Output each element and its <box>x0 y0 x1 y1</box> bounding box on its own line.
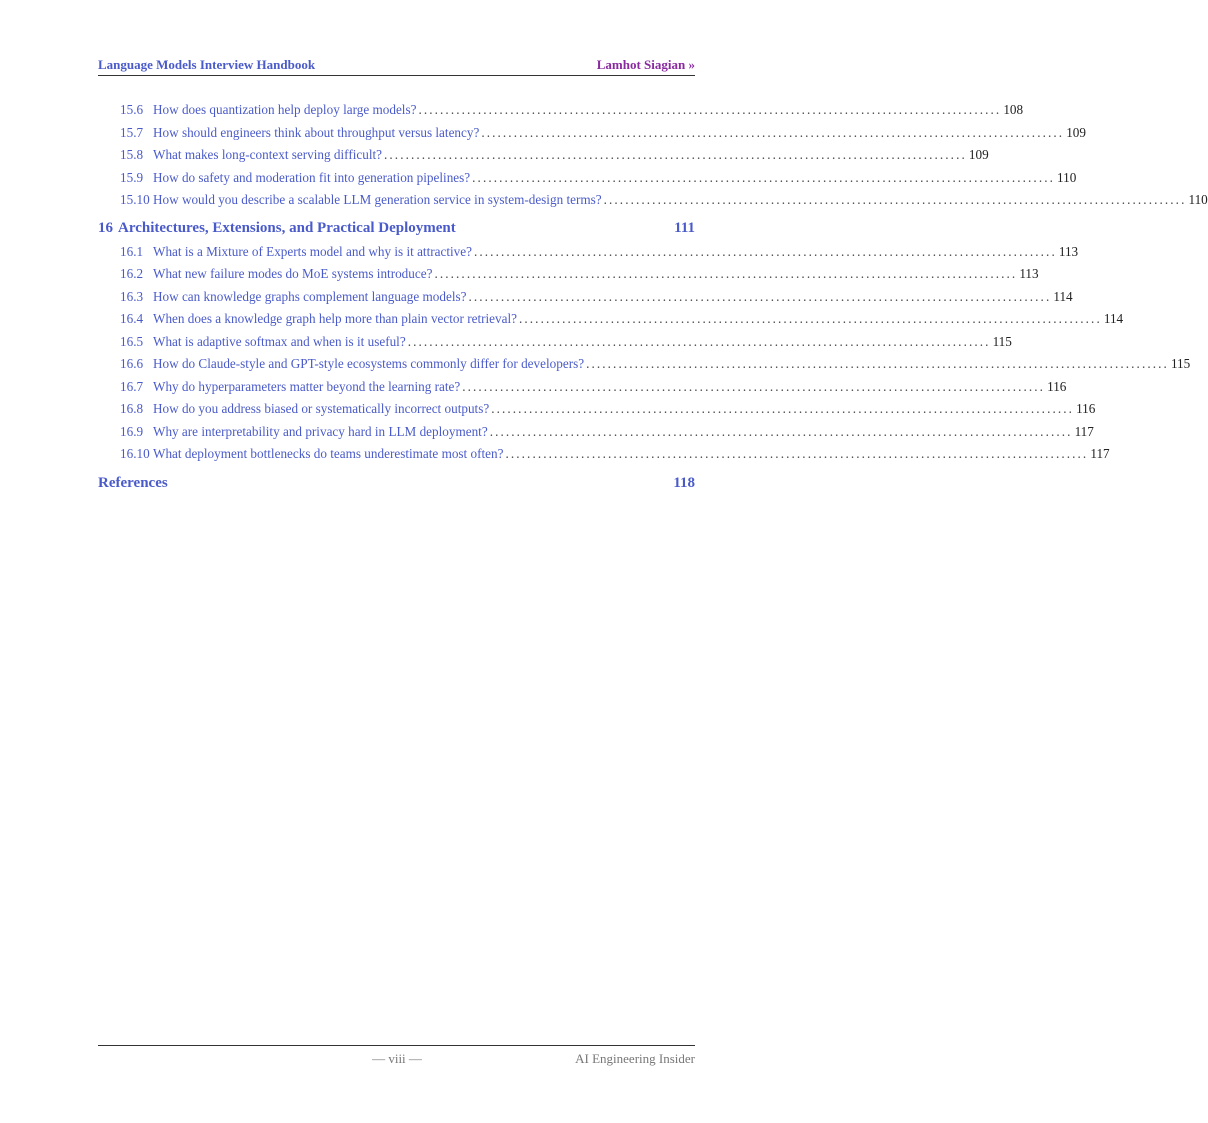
dot-leader: ............................................................................................................ <box>586 356 1169 371</box>
book-title: Language Models Interview Handbook <box>98 57 316 72</box>
toc-entry-16-6[interactable] <box>120 356 1191 374</box>
dot-leader: ............................................................................................................ <box>407 334 991 349</box>
toc-number: 15.6 <box>120 102 144 117</box>
toc-entry-16-10[interactable] <box>120 446 1110 464</box>
chapter-page: 111 <box>674 220 695 236</box>
toc-entry-16-8[interactable] <box>120 401 1096 419</box>
toc-number: 16.3 <box>120 289 144 304</box>
dot-leader: ............................................................................................................ <box>384 147 967 162</box>
toc-number: 15.8 <box>120 147 144 162</box>
toc-title: What is a Mixture of Experts model and why is it attractive? <box>153 244 472 259</box>
toc-page: 114 <box>1053 289 1073 304</box>
toc-entry-15-8[interactable] <box>120 147 989 165</box>
toc-number: 16.9 <box>120 424 144 439</box>
toc-page: 117 <box>1090 446 1110 461</box>
dot-leader: ............................................................................................................ <box>434 266 1018 281</box>
toc-title: How do you address biased or systematically incorrect outputs? <box>153 401 490 416</box>
header-rule <box>98 75 695 76</box>
footer-rule <box>98 1045 695 1046</box>
references-page: 118 <box>673 475 695 491</box>
toc-page: 109 <box>1066 125 1086 140</box>
toc-entry-15-9[interactable] <box>120 170 1077 188</box>
dot-leader: ............................................................................................................ <box>518 311 1102 326</box>
toc-entry-16-5[interactable] <box>120 334 1012 352</box>
toc-entry-16-4[interactable] <box>120 311 1124 329</box>
toc-chapter-16[interactable] <box>98 220 695 240</box>
toc-title: How do safety and moderation fit into generation pipelines? <box>153 170 471 185</box>
dot-leader: ............................................................................................................ <box>603 192 1187 207</box>
dot-leader: ............................................................................................................ <box>472 170 1056 185</box>
toc-page: 110 <box>1188 192 1208 207</box>
toc-page: 109 <box>968 147 989 162</box>
toc-number: 16.10 <box>120 446 150 461</box>
toc-number: 16.1 <box>120 244 144 259</box>
toc-number: 15.9 <box>120 170 144 185</box>
toc-entry-16-7[interactable] <box>120 379 1067 397</box>
toc-page: 116 <box>1076 401 1096 416</box>
toc-entry-15-6[interactable] <box>120 102 1024 120</box>
dot-leader: ............................................................................................................ <box>468 289 1052 304</box>
toc-page: 113 <box>1019 266 1039 281</box>
chapter-number: 16 <box>98 220 113 236</box>
dot-leader: ............................................................................................................ <box>473 244 1057 259</box>
toc-title: Why do hyperparameters matter beyond the learning rate? <box>153 379 461 394</box>
toc-page: 116 <box>1047 379 1067 394</box>
toc-number: 16.2 <box>120 266 144 281</box>
footer-publisher: AI Engineering Insider <box>575 1051 695 1066</box>
running-header <box>98 57 695 75</box>
toc-page: 117 <box>1074 424 1094 439</box>
toc-entry-16-3[interactable] <box>120 289 1073 307</box>
toc-title: What deployment bottlenecks do teams underestimate most often? <box>153 446 504 461</box>
author-link[interactable]: Lamhot Siagian » <box>596 57 695 72</box>
toc-page: 114 <box>1103 311 1124 326</box>
toc-page: 115 <box>1170 356 1191 371</box>
footer-page-number: — viii — <box>372 1051 422 1066</box>
dot-leader: ............................................................................................................ <box>491 401 1075 416</box>
references-title: References <box>98 475 168 491</box>
toc-title: When does a knowledge graph help more than plain vector retrieval? <box>153 311 517 326</box>
dot-leader: ............................................................................................................ <box>489 424 1073 439</box>
toc-entry-15-7[interactable] <box>120 125 1086 143</box>
toc-number: 16.7 <box>120 379 144 394</box>
toc-page: 113 <box>1058 244 1079 259</box>
toc-title: How does quantization help deploy large models? <box>153 102 417 117</box>
chapter-title: Architectures, Extensions, and Practical Deployment <box>118 220 456 236</box>
toc-title: What new failure modes do MoE systems introduce? <box>153 266 433 281</box>
toc-entry-15-10[interactable] <box>120 192 1208 210</box>
toc-page: 115 <box>992 334 1012 349</box>
toc-entry-16-2[interactable] <box>120 266 1039 284</box>
toc-entry-16-1[interactable] <box>120 244 1079 262</box>
toc-title: Why are interpretability and privacy hard in LLM deployment? <box>153 424 488 439</box>
dot-leader: ............................................................................................................ <box>462 379 1046 394</box>
toc-title: What makes long-context serving difficult? <box>153 147 383 162</box>
toc-number: 16.8 <box>120 401 144 416</box>
toc-title: How would you describe a scalable LLM generation service in system-design terms? <box>153 192 602 207</box>
toc-title: How do Claude-style and GPT-style ecosystems commonly differ for developers? <box>153 356 585 371</box>
toc-entry-16-9[interactable] <box>120 424 1094 442</box>
toc-number: 15.7 <box>120 125 144 140</box>
dot-leader: ............................................................................................................ <box>505 446 1089 461</box>
toc-number: 16.5 <box>120 334 144 349</box>
dot-leader: ............................................................................................................ <box>418 102 1002 117</box>
toc-number: 15.10 <box>120 192 150 207</box>
toc-page: 110 <box>1057 170 1077 185</box>
toc-number: 16.4 <box>120 311 144 326</box>
toc-title: How can knowledge graphs complement language models? <box>153 289 467 304</box>
toc-page: 108 <box>1003 102 1024 117</box>
toc-references[interactable] <box>98 475 695 495</box>
toc-number: 16.6 <box>120 356 144 371</box>
toc-title: What is adaptive softmax and when is it useful? <box>153 334 406 349</box>
dot-leader: ............................................................................................................ <box>481 125 1065 140</box>
toc-title: How should engineers think about throughput versus latency? <box>153 125 480 140</box>
